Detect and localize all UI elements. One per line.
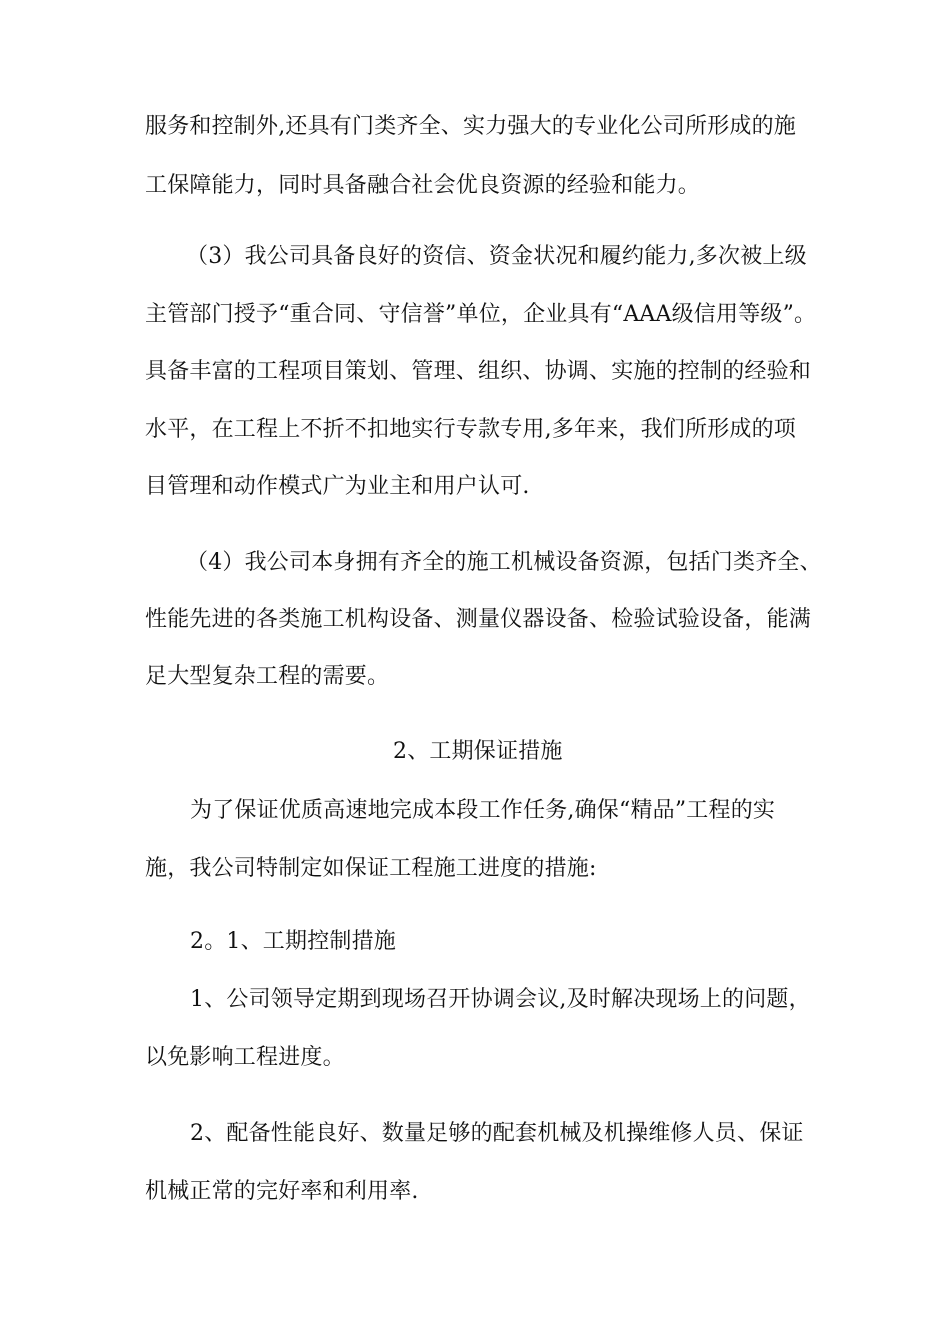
section-heading-schedule-assurance: 2、工期保证措施 [393, 739, 563, 764]
paragraph-4-line-2: 性能先进的各类施工机构设备、测量仪器设备、检验试验设备，能满 [145, 607, 812, 632]
item-1-line-1: 1、公司领导定期到现场召开协调会议,及时解决现场上的问题， [190, 987, 811, 1012]
paragraph-4-line-3: 足大型复杂工程的需要。 [145, 664, 390, 689]
paragraph-intro-line-1: 为了保证优质高速地完成本段工作任务,确保“精品”工程的实 [190, 798, 776, 823]
paragraph-3-line-2: 主管部门授予“重合同、守信誉”单位，企业具有“AAA级信用等级”。 [145, 302, 817, 327]
paragraph-intro-line-2: 施，我公司特制定如保证工程施工进度的措施: [145, 856, 597, 881]
paragraph-4-line-1: （4）我公司本身拥有齐全的施工机械设备资源，包括门类齐全、 [186, 550, 822, 575]
item-1-line-2: 以免影响工程进度。 [145, 1045, 345, 1070]
paragraph-3-line-1: （3）我公司具备良好的资信、资金状况和履约能力,多次被上级 [186, 244, 807, 269]
paragraph-1-line-2: 工保障能力，同时具备融合社会优良资源的经验和能力。 [145, 173, 701, 198]
paragraph-1-line-1: 服务和控制外,还具有门类齐全、实力强大的专业化公司所形成的施 [145, 114, 796, 139]
paragraph-3-line-4: 水平，在工程上不折不扣地实行专款专用,多年来，我们所形成的项 [145, 417, 796, 442]
paragraph-3-line-5: 目管理和动作模式广为业主和用户认可. [145, 474, 530, 499]
paragraph-3-line-3: 具备丰富的工程项目策划、管理、组织、协调、实施的控制的经验和 [145, 359, 812, 384]
item-2-line-1: 2、配备性能良好、数量足够的配套机械及机操维修人员、保证 [190, 1121, 804, 1146]
subsection-heading-schedule-control: 2。1、工期控制措施 [190, 929, 396, 954]
item-2-line-2: 机械正常的完好率和利用率. [145, 1179, 419, 1204]
